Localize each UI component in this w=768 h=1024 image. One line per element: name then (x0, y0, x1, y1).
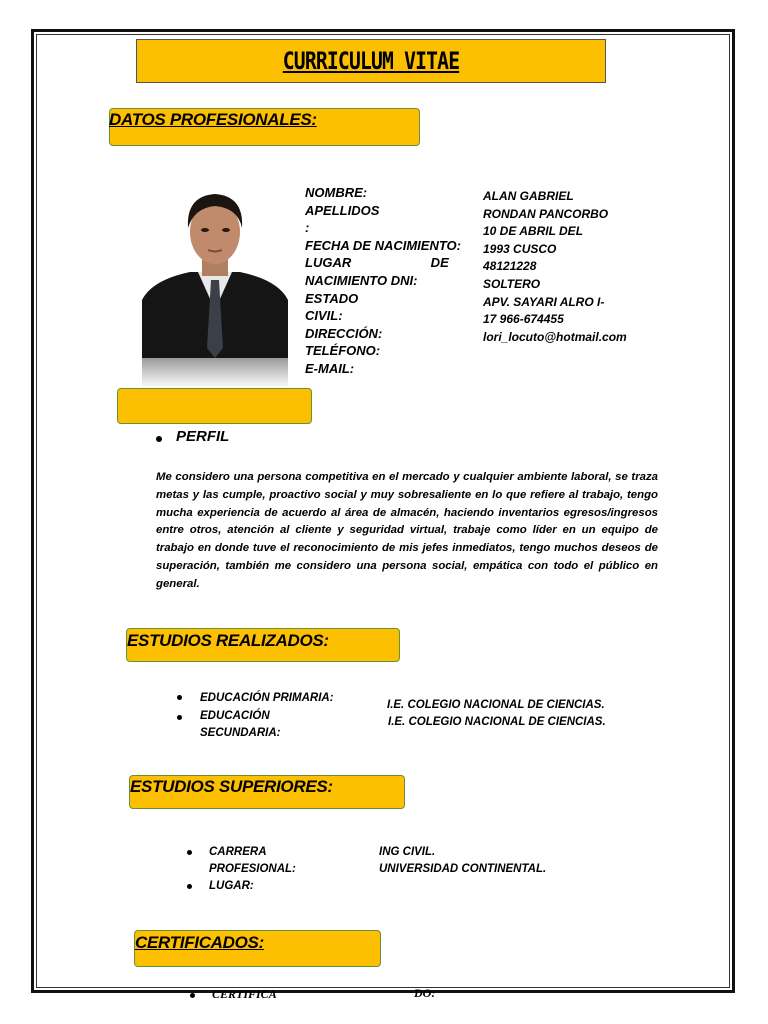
label-line: ESTADO (305, 290, 359, 306)
bullet-icon (190, 993, 195, 998)
personal-labels (305, 184, 473, 378)
value-line: 48121228 (483, 259, 537, 274)
label-line: NACIMIENTO DNI: (305, 272, 418, 288)
email-value: lori_locuto@hotmail.com (483, 329, 627, 344)
value-line: 1993 CUSCO (483, 241, 557, 256)
value-line: RONDAN PANCORBO (483, 206, 609, 221)
estudios-realizados-heading: ESTUDIOS REALIZADOS: (127, 631, 329, 650)
carrera-label-line1: CARRERA (209, 846, 267, 858)
primaria-label: EDUCACIÓN PRIMARIA: (200, 692, 334, 704)
label-line: APELLIDOS (305, 202, 380, 218)
carrera-value: ING CIVIL. (379, 846, 436, 858)
label-line: LUGAR DE (305, 255, 449, 271)
label-line: TELÉFONO: (305, 343, 381, 359)
label-line: FECHA DE NACIMIENTO: (305, 237, 461, 253)
certificados-heading: CERTIFICADOS: (135, 933, 264, 952)
title-band (136, 39, 606, 83)
label-line: : (305, 220, 310, 236)
lugar-label: LUGAR: (209, 880, 254, 892)
secundaria-label-line1: EDUCACIÓN (200, 710, 270, 722)
value-line: ALAN GABRIEL (483, 189, 574, 203)
value-line: APV. SAYARI ALRO I- (483, 294, 605, 309)
certificado-label: CERTIFICA (212, 987, 277, 1001)
secundaria-value: I.E. COLEGIO NACIONAL DE CIENCIAS. (388, 716, 606, 728)
value-line: 10 DE ABRIL DEL (483, 224, 584, 239)
label-line: E-MAIL: (305, 360, 355, 376)
label-line: NOMBRE: (305, 185, 368, 200)
personal-values (483, 188, 627, 346)
page-title: CURRICULUM VITAE (282, 47, 460, 75)
bullet-icon (177, 695, 182, 700)
carrera-label-line2: PROFESIONAL: (209, 863, 296, 875)
bullet-icon (187, 850, 192, 855)
perfil-heading: PERFIL (176, 428, 230, 445)
perfil-paragraph: Me considero una persona competitiva en el mercado y cualquier ambiente laboral, se traza metas y las cumple, proactivo social y muy sobresaliente en lo que refiere al trabajo, tengo mucha experiencia de acuerdo al área de almacén, haciendo inventarios egresos/ingresos entre otros, atención al cliente y seguridad virtual, trabaje como líder en un equipo de trabajo en donde tuve el reconocimiento de mis jefes inmediatos, tengo muchos deseos de superación, también me considero una persona social, empática con todo el público en general. (156, 471, 658, 590)
label-line: CIVIL: (305, 308, 343, 324)
label-line: DIRECCIÓN: (305, 325, 383, 341)
secundaria-label-line2: SECUNDARIA: (200, 727, 281, 739)
profile-photo (142, 188, 288, 388)
primaria-value: I.E. COLEGIO NACIONAL DE CIENCIAS. (387, 699, 605, 711)
bullet-icon (156, 436, 162, 442)
certificado-suffix: DO: (414, 986, 436, 1000)
bullet-icon (187, 884, 192, 889)
perfil-band (117, 388, 312, 424)
value-line: SOLTERO (483, 276, 541, 291)
estudios-superiores-heading: ESTUDIOS SUPERIORES: (130, 777, 333, 796)
datos-profesionales-heading: DATOS PROFESIONALES: (109, 110, 317, 129)
lugar-value: UNIVERSIDAD CONTINENTAL. (379, 863, 547, 875)
value-line: 17 966-674455 (483, 312, 564, 327)
bullet-icon (177, 715, 182, 720)
